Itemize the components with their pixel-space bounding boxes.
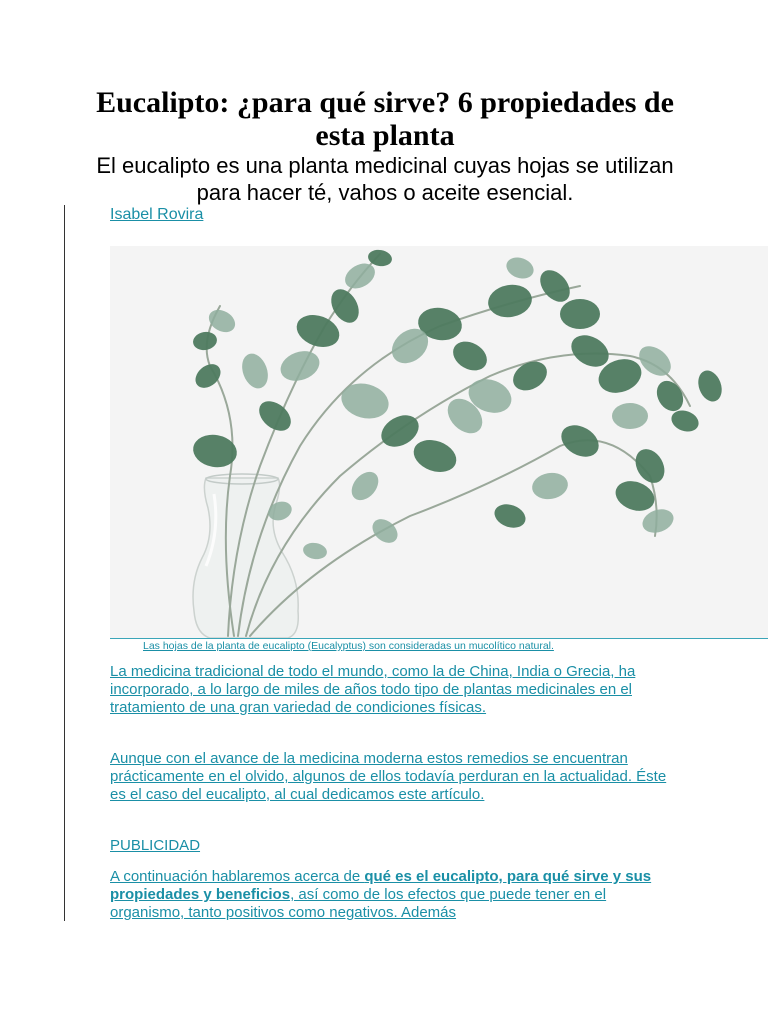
eucalyptus-photo: [110, 246, 768, 638]
paragraph-3-highlight: qué es el eucalipto, para qué sirve y sus propiedades y beneficios: [110, 868, 652, 903]
advertising-label[interactable]: PUBLICIDAD: [110, 837, 201, 854]
author-link[interactable]: Isabel Rovira: [110, 206, 204, 223]
left-margin-rule: [64, 205, 65, 921]
eucalyptus-leaf: [560, 299, 600, 329]
caption-divider: [110, 638, 768, 639]
article-subtitle: El eucalipto es una planta medicinal cuyas hojas se utilizan para hacer té, vahos o aceite esencial.: [96, 153, 674, 205]
paragraph-3[interactable]: [110, 868, 670, 922]
image-caption: Las hojas de la planta de eucalipto (Eucalyptus) son consideradas un mucolítico natural.: [143, 640, 554, 652]
paragraph-3-intro: A continuación hablaremos acerca de: [110, 868, 365, 885]
eucalyptus-leaf: [612, 403, 648, 429]
eucalyptus-illustration: [110, 246, 768, 638]
paragraph-1[interactable]: La medicina tradicional de todo el mundo, como la de China, India o Grecia, ha incorporado, a lo largo de miles de años todo tipo de plantas medicinales en el tratamiento de una gran variedad de condiciones físicas.: [110, 663, 636, 716]
article-title: Eucalipto: ¿para qué sirve? 6 propiedades de esta planta: [96, 86, 674, 152]
paragraph-2[interactable]: Aunque con el avance de la medicina moderna estos remedios se encuentran prácticamente en el olvido, algunos de ellos todavía perduran en la actualidad. Éste es el caso del eucalipto, al cual dedicamos este artículo.: [110, 750, 667, 803]
paragraph-3-rest: , así como de los efectos que puede tener en el organismo, tanto positivos como negativos. Además: [110, 886, 607, 921]
